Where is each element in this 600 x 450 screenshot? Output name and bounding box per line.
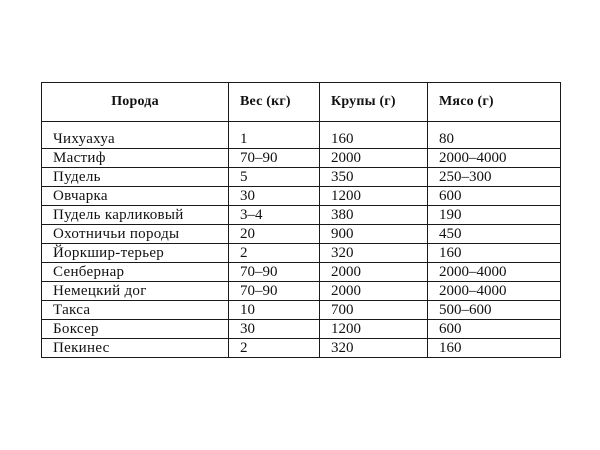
table-row — [42, 320, 561, 339]
cell-groats: 1200 — [320, 320, 428, 339]
cell-meat: 2000–4000 — [428, 149, 561, 168]
table-row — [42, 339, 561, 358]
cell-breed: Пудель — [42, 168, 229, 187]
cell-breed: Овчарка — [42, 187, 229, 206]
cell-weight: 70–90 — [229, 149, 320, 168]
cell-weight: 10 — [229, 301, 320, 320]
cell-weight: 20 — [229, 225, 320, 244]
cell-meat: 500–600 — [428, 301, 561, 320]
cell-meat: 160 — [428, 244, 561, 263]
header-breed: Порода — [42, 83, 229, 122]
table-row — [42, 301, 561, 320]
cell-breed: Пудель карликовый — [42, 206, 229, 225]
header-meat: Мясо (г) — [428, 83, 561, 122]
cell-meat: 80 — [428, 122, 561, 149]
table-row — [42, 168, 561, 187]
cell-groats: 350 — [320, 168, 428, 187]
cell-breed: Боксер — [42, 320, 229, 339]
cell-groats: 320 — [320, 339, 428, 358]
breed-feeding-table — [41, 82, 561, 358]
cell-meat: 2000–4000 — [428, 263, 561, 282]
table-row — [42, 122, 561, 149]
cell-meat: 450 — [428, 225, 561, 244]
cell-weight: 2 — [229, 339, 320, 358]
cell-weight: 1 — [229, 122, 320, 149]
table-row — [42, 206, 561, 225]
cell-breed: Сенбернар — [42, 263, 229, 282]
cell-breed: Пекинес — [42, 339, 229, 358]
cell-meat: 250–300 — [428, 168, 561, 187]
table-header — [42, 83, 561, 122]
cell-weight: 30 — [229, 320, 320, 339]
cell-weight: 70–90 — [229, 263, 320, 282]
header-row — [42, 83, 561, 122]
cell-breed: Немецкий дог — [42, 282, 229, 301]
cell-groats: 380 — [320, 206, 428, 225]
cell-groats: 320 — [320, 244, 428, 263]
table-row — [42, 149, 561, 168]
cell-meat: 2000–4000 — [428, 282, 561, 301]
cell-groats: 700 — [320, 301, 428, 320]
cell-weight: 30 — [229, 187, 320, 206]
cell-breed: Такса — [42, 301, 229, 320]
cell-breed: Чихуахуа — [42, 122, 229, 149]
cell-weight: 2 — [229, 244, 320, 263]
cell-breed: Мастиф — [42, 149, 229, 168]
cell-weight: 70–90 — [229, 282, 320, 301]
cell-groats: 160 — [320, 122, 428, 149]
cell-groats: 2000 — [320, 282, 428, 301]
cell-groats: 900 — [320, 225, 428, 244]
header-groats: Крупы (г) — [320, 83, 428, 122]
cell-meat: 600 — [428, 320, 561, 339]
table-row — [42, 225, 561, 244]
cell-groats: 2000 — [320, 149, 428, 168]
cell-groats: 1200 — [320, 187, 428, 206]
cell-meat: 160 — [428, 339, 561, 358]
cell-weight: 3–4 — [229, 206, 320, 225]
cell-groats: 2000 — [320, 263, 428, 282]
table-row — [42, 282, 561, 301]
cell-meat: 190 — [428, 206, 561, 225]
table-body — [42, 122, 561, 358]
cell-breed: Йоркшир-терьер — [42, 244, 229, 263]
table-row — [42, 187, 561, 206]
table-row — [42, 244, 561, 263]
cell-weight: 5 — [229, 168, 320, 187]
cell-meat: 600 — [428, 187, 561, 206]
cell-breed: Охотничьи породы — [42, 225, 229, 244]
table-row — [42, 263, 561, 282]
header-weight: Вес (кг) — [229, 83, 320, 122]
